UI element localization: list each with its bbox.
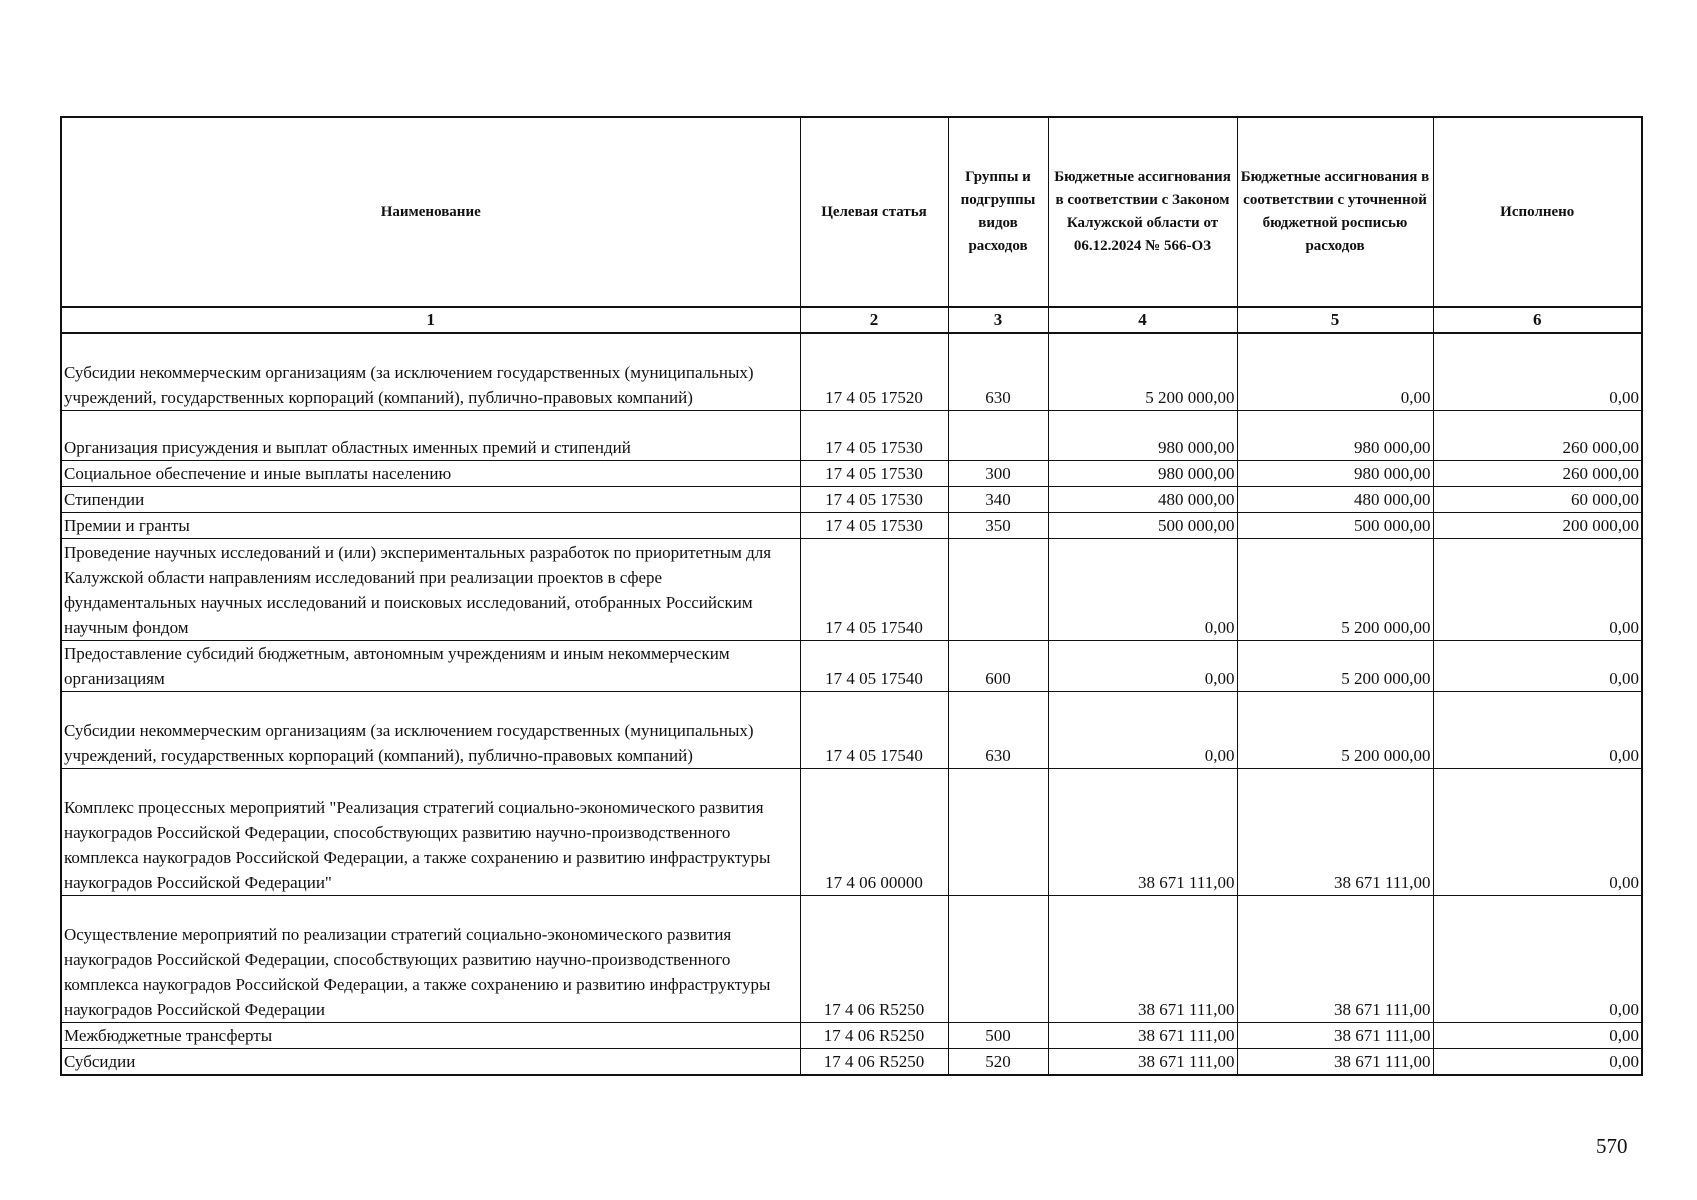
row-executed: 0,00 (1433, 1022, 1642, 1048)
row-code: 17 4 05 17540 (800, 538, 948, 640)
table-row (61, 512, 1642, 538)
table-row (61, 691, 1642, 768)
row-law: 500 000,00 (1048, 512, 1237, 538)
row-group: 630 (948, 333, 1048, 410)
row-code: 17 4 06 00000 (800, 768, 948, 895)
row-name: Социальное обеспечение и иные выплаты населению (61, 460, 800, 486)
table-row (61, 640, 1642, 691)
row-executed: 60 000,00 (1433, 486, 1642, 512)
row-law: 980 000,00 (1048, 410, 1237, 460)
row-executed: 0,00 (1433, 768, 1642, 895)
row-name: Субсидии некоммерческим организациям (за исключением государственных (муниципальных) учреждений, государственных корпораций (компаний), публично-правовых компаний) (61, 333, 800, 410)
row-law: 480 000,00 (1048, 486, 1237, 512)
column-number: 2 (800, 307, 948, 333)
table-row (61, 538, 1642, 640)
row-law: 38 671 111,00 (1048, 895, 1237, 1022)
row-group: 630 (948, 691, 1048, 768)
row-group (948, 768, 1048, 895)
row-group (948, 895, 1048, 1022)
header-target: Целевая статья (800, 117, 948, 307)
row-law: 5 200 000,00 (1048, 333, 1237, 410)
header-name: Наименование (61, 117, 800, 307)
row-name: Субсидии (61, 1048, 800, 1075)
row-code: 17 4 06 R5250 (800, 895, 948, 1022)
row-refined: 38 671 111,00 (1237, 1048, 1433, 1075)
row-group: 520 (948, 1048, 1048, 1075)
row-group: 600 (948, 640, 1048, 691)
row-group: 340 (948, 486, 1048, 512)
row-refined: 500 000,00 (1237, 512, 1433, 538)
row-name: Проведение научных исследований и (или) экспериментальных разработок по приоритетным для Калужской области направлениям исследований при реализации проектов в сфере фундаментальных научных исследований и поисковых исследований, отобранных Российским научным фондом (61, 538, 800, 640)
row-name: Осуществление мероприятий по реализации стратегий социально-экономического развития наукоградов Российской Федерации, способствующих развитию научно-производственного комплекса наукоградов Российской Федерации, а также сохранению и развитию инфраструктуры наукоградов Российской Федерации (61, 895, 800, 1022)
column-number-row (61, 307, 1642, 333)
row-law: 0,00 (1048, 640, 1237, 691)
row-refined: 5 200 000,00 (1237, 538, 1433, 640)
row-executed: 0,00 (1433, 691, 1642, 768)
column-number: 1 (61, 307, 800, 333)
table-row (61, 486, 1642, 512)
row-executed: 0,00 (1433, 1048, 1642, 1075)
row-name: Комплекс процессных мероприятий "Реализация стратегий социально-экономического развития наукоградов Российской Федерации, способствующих развитию научно-производственного комплекса наукоградов Российской Федерации, а также сохранению и развитию инфраструктуры наукоградов Российской Федерации" (61, 768, 800, 895)
row-refined: 38 671 111,00 (1237, 1022, 1433, 1048)
row-name: Межбюджетные трансферты (61, 1022, 800, 1048)
row-code: 17 4 05 17530 (800, 486, 948, 512)
table-row (61, 768, 1642, 895)
row-group: 300 (948, 460, 1048, 486)
header-law: Бюджетные ассигнования в соответствии с Законом Калужской области от 06.12.2024 № 566-ОЗ (1048, 117, 1237, 307)
row-refined: 980 000,00 (1237, 410, 1433, 460)
header-executed: Исполнено (1433, 117, 1642, 307)
table-row (61, 410, 1642, 460)
row-code: 17 4 05 17530 (800, 512, 948, 538)
row-executed: 0,00 (1433, 640, 1642, 691)
row-refined: 38 671 111,00 (1237, 768, 1433, 895)
row-law: 38 671 111,00 (1048, 1048, 1237, 1075)
row-name: Премии и гранты (61, 512, 800, 538)
table-row (61, 1048, 1642, 1075)
row-executed: 0,00 (1433, 538, 1642, 640)
row-executed: 200 000,00 (1433, 512, 1642, 538)
row-code: 17 4 05 17540 (800, 691, 948, 768)
row-law: 38 671 111,00 (1048, 1022, 1237, 1048)
table-row (61, 1022, 1642, 1048)
row-law: 0,00 (1048, 538, 1237, 640)
row-refined: 5 200 000,00 (1237, 640, 1433, 691)
header-refined: Бюджетные ассигнования в соответствии с уточненной бюджетной росписью расходов (1237, 117, 1433, 307)
row-executed: 260 000,00 (1433, 460, 1642, 486)
row-law: 0,00 (1048, 691, 1237, 768)
row-executed: 260 000,00 (1433, 410, 1642, 460)
row-name: Субсидии некоммерческим организациям (за исключением государственных (муниципальных) учреждений, государственных корпораций (компаний), публично-правовых компаний) (61, 691, 800, 768)
row-group (948, 538, 1048, 640)
row-code: 17 4 06 R5250 (800, 1048, 948, 1075)
table-row (61, 333, 1642, 410)
row-refined: 980 000,00 (1237, 460, 1433, 486)
budget-table (60, 116, 1643, 1076)
row-code: 17 4 05 17540 (800, 640, 948, 691)
column-number: 4 (1048, 307, 1237, 333)
row-name: Предоставление субсидий бюджетным, автономным учреждениям и иным некоммерческим организациям (61, 640, 800, 691)
row-code: 17 4 05 17530 (800, 460, 948, 486)
column-number: 3 (948, 307, 1048, 333)
row-refined: 0,00 (1237, 333, 1433, 410)
row-code: 17 4 06 R5250 (800, 1022, 948, 1048)
page-number: 570 (1596, 1134, 1628, 1158)
row-name: Организация присуждения и выплат областных именных премий и стипендий (61, 410, 800, 460)
row-refined: 5 200 000,00 (1237, 691, 1433, 768)
row-refined: 38 671 111,00 (1237, 895, 1433, 1022)
row-group: 500 (948, 1022, 1048, 1048)
row-name: Стипендии (61, 486, 800, 512)
header-groups: Группы и подгруппы видов расходов (948, 117, 1048, 307)
row-law: 980 000,00 (1048, 460, 1237, 486)
row-refined: 480 000,00 (1237, 486, 1433, 512)
row-executed: 0,00 (1433, 895, 1642, 1022)
column-number: 6 (1433, 307, 1642, 333)
row-group (948, 410, 1048, 460)
row-law: 38 671 111,00 (1048, 768, 1237, 895)
row-code: 17 4 05 17530 (800, 410, 948, 460)
table-row (61, 460, 1642, 486)
row-group: 350 (948, 512, 1048, 538)
header-row (61, 117, 1642, 307)
table-row (61, 895, 1642, 1022)
row-executed: 0,00 (1433, 333, 1642, 410)
column-number: 5 (1237, 307, 1433, 333)
row-code: 17 4 05 17520 (800, 333, 948, 410)
